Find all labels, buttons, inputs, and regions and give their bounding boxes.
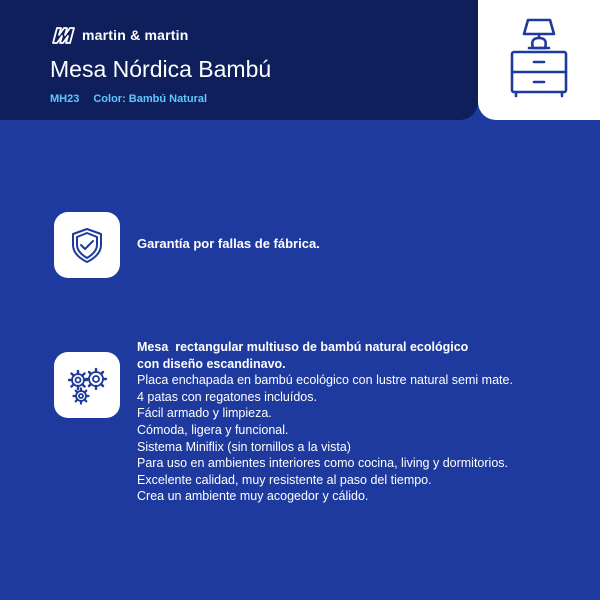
description-line: Crea un ambiente muy acogedor y cálido. [137, 489, 369, 504]
description-line: Cómoda, ligera y funcional. [137, 422, 289, 437]
description-headline-line: Mesa rectangular multiuso de bambú natural ecológico [137, 340, 469, 354]
description-line: 4 patas con regatones incluídos. [137, 389, 317, 404]
category-icon-box [478, 0, 600, 120]
description-headline-line: con diseño escandinavo. [137, 356, 286, 371]
product-description [137, 339, 577, 505]
shield-check-icon [54, 212, 120, 278]
description-line: Excelente calidad, muy resistente al paso del tiempo. [137, 472, 432, 487]
description-line: Para uso en ambientes interiores como cocina, living y dormitorios. [137, 456, 509, 471]
nightstand-lamp-icon [508, 18, 570, 98]
product-code: MH23 [50, 93, 80, 105]
product-color: Color: Bambú Natural [93, 93, 208, 105]
brand-logo [50, 24, 188, 46]
description-line: Sistema Miniflix (sin tornillos a la vista) [137, 439, 351, 454]
features-icon-box [54, 352, 120, 418]
guarantee-icon-box [54, 212, 120, 278]
description-line: Placa enchapada en bambú ecológico con lustre natural semi mate. [137, 373, 513, 388]
mm-logo-icon [50, 25, 76, 45]
header-banner [0, 0, 478, 120]
gears-icon [54, 352, 120, 418]
guarantee-text: Garantía por fallas de fábrica. [137, 236, 320, 251]
description-line: Fácil armado y limpieza. [137, 406, 272, 421]
brand-name: martin & martin [82, 27, 189, 43]
product-title: Mesa Nórdica Bambú [50, 56, 272, 82]
product-meta [50, 93, 207, 105]
